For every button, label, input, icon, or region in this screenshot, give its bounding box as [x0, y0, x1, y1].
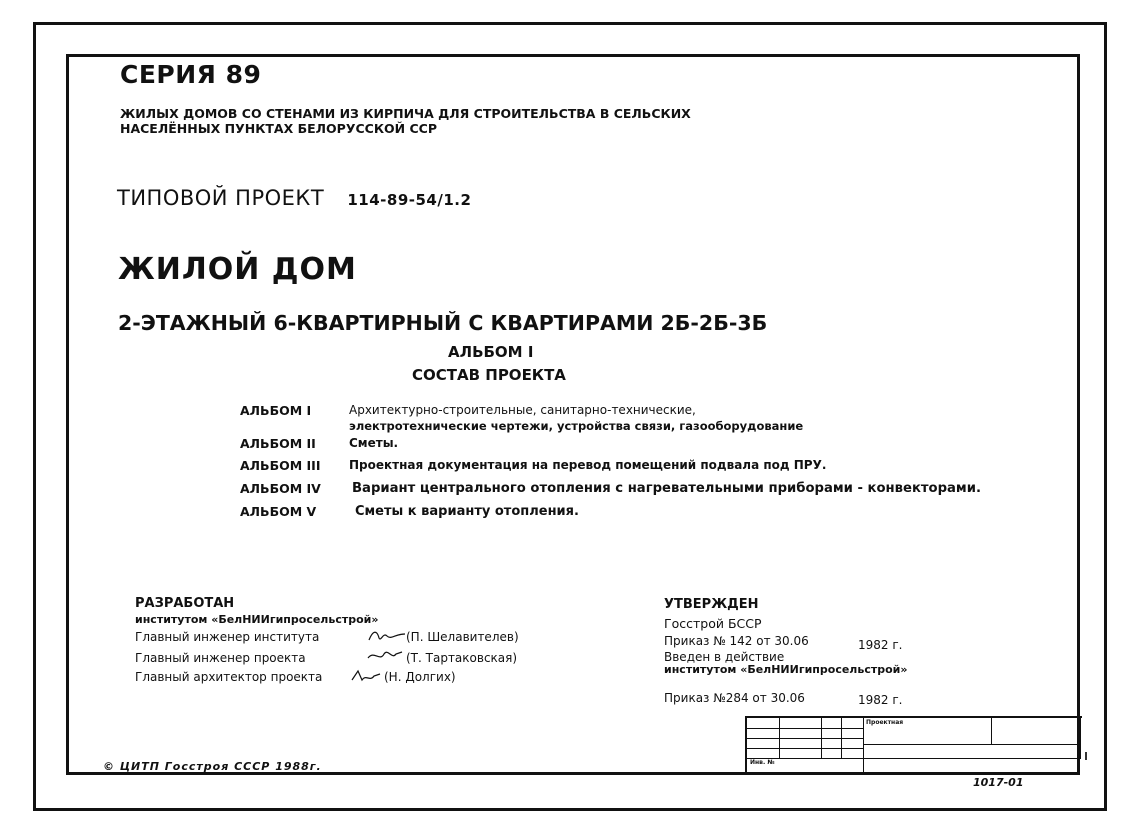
- developer-institute: институтом «БелНИИгипросельстрой»: [135, 613, 379, 626]
- album-number: АЛЬБОМ I: [448, 343, 534, 361]
- album-2-desc: Сметы.: [349, 436, 399, 450]
- album-4-name: АЛЬБОМ IV: [240, 481, 321, 496]
- subtitle-line-1: ЖИЛЫХ ДОМОВ СО СТЕНАМИ ИЗ КИРПИЧА ДЛЯ СТРОИТЕЛЬСТВА В СЕЛЬСКИХ: [120, 106, 691, 121]
- album-1-desc: Архитектурно-строительные, санитарно-технические,: [349, 403, 696, 417]
- album-3-desc: Проектная документация на перевод помещений подвала под ПРУ.: [349, 458, 827, 472]
- developer-row-3-role: Главный архитектор проекта: [135, 670, 323, 684]
- approval-intro-2: институтом «БелНИИгипросельстрой»: [664, 663, 908, 676]
- composition-heading: СОСТАВ ПРОЕКТА: [412, 366, 566, 384]
- frame-tick-mark: [1085, 752, 1087, 760]
- signature-2-icon: [366, 648, 404, 664]
- developer-heading: РАЗРАБОТАН: [135, 596, 235, 611]
- approval-order-1: Приказ № 142 от 30.06: [664, 634, 809, 648]
- stamp-label-text: Проектная: [866, 719, 904, 726]
- approval-heading: УТВЕРЖДЕН: [664, 597, 759, 612]
- album-1-name: АЛЬБОМ I: [240, 403, 312, 418]
- subtitle-line-2: НАСЕЛЁННЫХ ПУНКТАХ БЕЛОРУССКОЙ ССР: [120, 121, 437, 136]
- signature-3-icon: [350, 668, 382, 684]
- stamp-inv-text: Инв. №: [750, 759, 775, 766]
- album-5-desc: Сметы к варианту отопления.: [355, 504, 579, 519]
- series-title: СЕРИЯ 89: [120, 60, 262, 89]
- album-4-desc: Вариант центрального отопления с нагревательными приборами - конвекторами.: [352, 481, 981, 496]
- developer-row-1-name: (П. Шелавителев): [406, 630, 519, 644]
- approval-year-1: 1982 г.: [858, 638, 903, 652]
- signature-1-icon: [367, 628, 407, 644]
- building-kind: 2-ЭТАЖНЫЙ 6-КВАРТИРНЫЙ С КВАРТИРАМИ 2Б-2Б-3Б: [118, 311, 768, 335]
- developer-row-3-name: (Н. Долгих): [384, 670, 456, 684]
- copyright-note: © ЦИТП Госстроя СССР 1988г.: [103, 760, 322, 773]
- approval-order-2: Приказ №284 от 30.06: [664, 691, 805, 705]
- album-1-desc-2: электротехнические чертежи, устройства связи, газооборудование: [349, 419, 804, 433]
- developer-row-2-name: (Т. Тартаковская): [406, 651, 518, 665]
- developer-row-1-role: Главный инженер института: [135, 630, 320, 644]
- approval-year-2: 1982 г.: [858, 693, 903, 707]
- document-code: 1017-01: [973, 776, 1024, 789]
- project-line: [117, 186, 471, 210]
- album-3-name: АЛЬБОМ III: [240, 458, 321, 473]
- album-5-name: АЛЬБОМ V: [240, 504, 317, 519]
- stamp-cell-label: [863, 718, 992, 745]
- title-block-stamp: [745, 716, 1082, 774]
- stamp-cell: [863, 744, 1081, 759]
- document-main-title: ЖИЛОЙ ДОМ: [118, 252, 357, 287]
- album-2-name: АЛЬБОМ II: [240, 436, 316, 451]
- approval-intro-1: Введен в действие: [664, 650, 785, 664]
- project-number: 114-89-54/1.2: [347, 191, 472, 209]
- stamp-cell: [991, 718, 1081, 745]
- approval-body: Госстрой БССР: [664, 616, 762, 631]
- stamp-cell-inv: [747, 758, 864, 772]
- project-label: ТИПОВОЙ ПРОЕКТ: [117, 186, 325, 210]
- developer-row-2-role: Главный инженер проекта: [135, 651, 306, 665]
